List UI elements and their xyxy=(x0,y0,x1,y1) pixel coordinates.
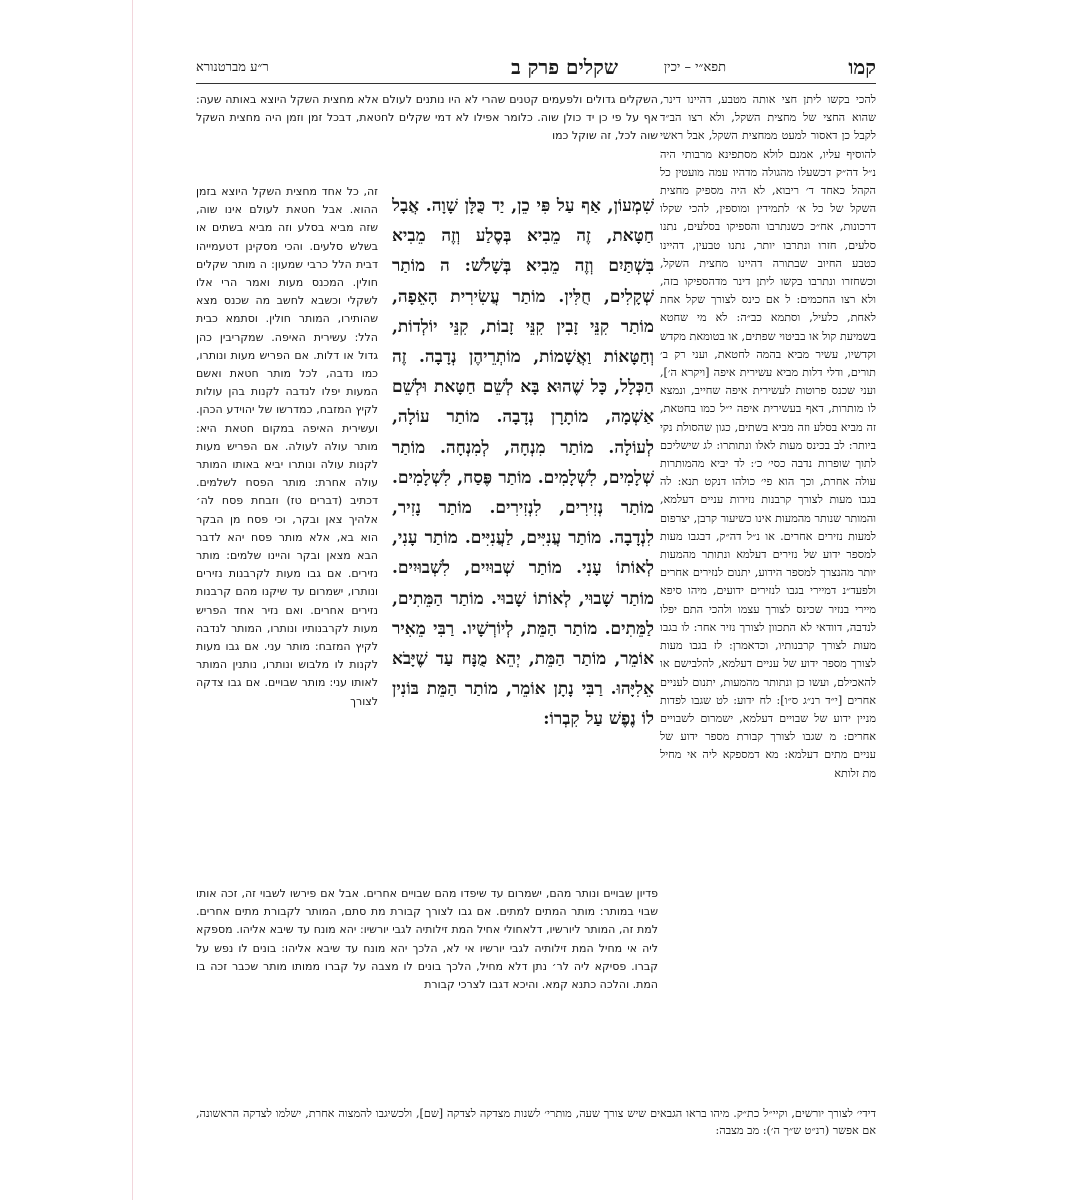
footnote-text: דידי׳ לצורך יורשים, וקיי״ל כת״ק. מיהו בראו הגבאים שיש צורך שעה, מותרי׳ לשנות מצדקה לצדקה [שם], ולכשיגבו להמצוה אחרת, ישלמו לצדקה הראשונה, אם אפשר (רנ״ט ש״ך ה׳): מב מצבה: xyxy=(196,1107,876,1137)
talmud-page xyxy=(196,55,876,1135)
mishnah-text-block xyxy=(392,191,654,885)
page-header xyxy=(196,55,876,83)
page-number: קמו xyxy=(848,55,876,79)
mishnah-text: שִׁמְעוֹן, אַף עַל פִּי כֵן, יַד כֻּלָּן שָׁוָה. אֲבָל חַטָּאת, זֶה מֵבִיא בְּסֶלַע וְזֶה מֵבִיא בִּשְׁתַּיִם וְזֶה מֵבִיא בְּשָׁלֹשׁ: ה מוֹתַר שְׁקָלִים, חֻלִּין. מוֹתַר עֲשִׂירִית הָאֵפָה, מוֹתַר קִנֵּי זָבִין קִנֵּי זָבוֹת, קִנֵּי יוֹלְדוֹת, וְחַטָּאוֹת וַאֲשָׁמוֹת, מוֹתְרֵיהֶן נְדָבָה. זֶה הַכְּלָל, כָּל שֶׁהוּא בָּא לְשֵׁם חַטָּאת וּלְשֵׁם אַשְׁמָה, מוֹתָרָן נְדָבָה. מוֹתַר עוֹלָה, לְעוֹלָה. מוֹתַר מִנְחָה, לְמִנְחָה. מוֹתַר שְׁלָמִים, לִשְׁלָמִים. מוֹתַר פֶּסַח, לִשְׁלָמִים. מוֹתַר נְזִירִים, לִנְזִירִים. מוֹתַר נָזִיר, לִנְדָבָה. מוֹתַר עֲנִיִּים, לַעֲנִיִּים. מוֹתַר עָנִי, לְאוֹתוֹ עָנִי. מוֹתַר שְׁבוּיִים, לִשְׁבוּיִים. מוֹתַר שָׁבוּי, לְאוֹתוֹ שָׁבוּי. מוֹתַר הַמֵּתִים, לַמֵּתִים. מוֹתַר הַמֵּת, לְיוֹרְשָׁיו. רַבִּי מֵאִיר אוֹמֵר, מוֹתַר הַמֵּת, יְהֵא מֻנָּח עַד שֶׁיָּבֹא אֵלִיָּהוּ. רַבִּי נָתָן אוֹמֵר, מוֹתַר הַמֵּת בּוֹנִין לוֹ נֶפֶשׁ עַל קִבְרוֹ: xyxy=(392,196,654,730)
tractate-title: שקלים פרק ב xyxy=(511,55,618,79)
bartenura-bottom-text: פדיון שבויים ונותר מהם, ישמרום עד שיפדו מהם שבויים אחרים. אבל אם פירשו לשבוי זה, זכה אותו שבוי במותר: מותר המתים למתים. אם גבו לצורך קבורת מת סתם, המותר לקבורת מתים אחרים. למת זה, המותר ליורשיו, דלאחולי אחיל המת זילותיה לגבי יורשיו: יהא מונח עד שיבא אליהו. מספקא ליה אי מחיל המת זילותיה לגבי יורשיו אי לא, הלכך יהא מונח עד שיבא אליהו: בונים לו נפש על קברו. פסיקא ליה לר׳ נתן דלא מחיל, הלכך בונים לו מצבה על קברו ממותו מותר שכבר זכה בו המת. והלכה כתנא קמא. והיכא דגבו לצרכי קבורת xyxy=(196,887,658,992)
commentary-label: ר״ע מברטנורא xyxy=(196,60,269,75)
bartenura-bottom-block xyxy=(196,885,658,1101)
bartenura-top-text: השקלים גדולים ולפעמים קטנים שהרי לא היו נותנים לעולם אלא מחצית השקל היוצא באותה שעה: אף על פי כן יד כולן שוה. כלומר אפילו לא דמי שקלים לחטאת, דבכל זמן וזמן היה מחצית השקל שוה לכל, זה שוקל כמו xyxy=(196,93,658,143)
yachin-text: להכי בקשו ליתן חצי אותה מטבע, דהיינו דינר, שהוא החצי של מחצית השקל, ולא רצו הב״ד לקבל כן דאסור למעט ממחצית השקל, אבל ראשי להוסיף עליו, אמנם לולא מסתפינא מרבותי היה נ״ל דה״ק דכשעלו מהגולה מדהיו עמה מועטין כל הקהל כאחד ד׳ ריבוא, לא היה מספיק מחצית השקל של כל א׳ לתמידין ומוספין, להכי שקלו דרכונות, אח״כ כשנתרבו והספיקו בסלעים, נתנו סלעים, חזרו ונתרבו יותר, נתנו טבעין, דהיינו כטבע החיוב שבתורה דהיינו מחצית השקל, וכשחזרו ונתרבו בקשו ליתן דינר מדהספיקו בזה, ולא רצו החכמים: ל אם כינס לצורך שקל אחת לאחת, כלעיל, וסתמא כב״ה: לא מי שחטא בשמיעת קול או בביטוי שפתים, או בטומאת מקדש וקדשיו, עשיר מביא בהמה לחטאת, ועני רק ב׳ תורים, ודלי דלות מביא עשירית איפה [ויקרא ה׳], ועני שכנס פרוטות לעשירית איפה שחייב, ונמצא לו מותרות, דאף בעשירית איפה י״ל כמו בחטאת, זה מביא בסלע וזה מביא בשתים, כגון שהסולת נקי ביותר: לב בכינס מעות לאלו ונתותרו: לג שישליכם לתוך שופרות נדבה כסי׳ כ׳: לד יביא מהמותרות עולה אחרת, וכך הוא פי׳ כולהו דנקט תנא: לה בגבו מעות לצורך קרבנות נזירות עניים דעלמא, והמותר שנותר מהמעות אינו כשיעור קרבן, יצרפום למעות נזירים אחרים. או נ״ל דה״ק, דבגבו מעות למספר ידוע של נזירים דעלמא ונתותר מהמעות יותר מהנצרך למספר הידוע, יתנום לנזירים אחרים ולפעד״נ דמיירי בגבו לנזירים ידועים, מיהו סיפא מיירי בנזיר שכינס לצורך עצמו ולהכי התם יפלו לנדבה, דוודאי לא התכוון לצורך נזיר אחר: לו בגבו מעות לצורך קרבנותיו, וכדאמרן: לז בגבו מעות לצורך מספר ידוע של עניים דעלמא, להלבישם או להאכילם, ועשו כן ונתותר מהמעות, יתנום לעניים אחרים [י״ד רנ״ג ס״ו]: לח ידוע: לט שגבו לפדות מניין ידוע של שבויים דעלמא, ישמרום לשבויים אחרים: מ שגבו לצורך קבורת מספר ידוע של עניים מתים דעלמא: מא דמספקא ליה אי מחיל מת זלותא xyxy=(660,93,876,780)
bartenura-top-block xyxy=(196,91,658,183)
header-rule xyxy=(196,83,876,84)
footnote-block xyxy=(196,1105,876,1139)
bartenura-left-text: זה, כל אחד מחצית השקל היוצא בזמן ההוא. אבל חטאת לעולם אינו שוה, שזה מביא בסלע וזה מביא בשתים או בשלש סלעים. והכי מסקינן דטעמייהו דבית הלל כרבי שמעון: ה מותר שקלים חולין. המכנס מעות ואמר הרי אלו לשקלי וכשבא לחשב מה שכנס מצא שהותירו, המותר חולין. וסתמא כבית הלל: עשירית האיפה. שמקריבין כהן גדול או דלות. אם הפריש מעות ונותרו, כמו נדבה, לכל מותר חטאת ואשם המעות יפלו לנדבה לקנות בהן עולות לקיץ המזבח, כמדרשו של יהוידע הכהן. ועשירית האיפה במקום חטאת היא: מותר עולה לעולה. אם הפריש מעות לקנות עולה ונותרו יביא באותו המותר עולה אחרת: מותר הפסח לשלמים. דכתיב (דברים טז) וזבחת פסח לה׳ אלהיך צאן ובקר, וכי פסח מן הבקר הוא בא, אלא מותר פסח יהא לדבר הבא מצאן ובקר והיינו שלמים: מותר נזירים. אם גבו מעות לקרבנות נזירים ונותרו, ישמרום עד שיקנו מהם קרבנות נזירים אחרים. ואם נזיר אחד הפריש מעות לקרבנותיו ונותרו, המותר לנדבה לקיץ המזבח: מותר עני. אם גבו מעות לקנות לו מלבוש ונותרו, נותנין המותר לאותו עני: מותר שבויים. אם גבו צדקה לצורך xyxy=(196,185,378,708)
bartenura-side-block xyxy=(196,183,378,885)
page-margin-line xyxy=(132,0,133,1200)
yachin-commentary xyxy=(660,91,876,1101)
commentary-range-label: תפא״י – יכין xyxy=(663,60,726,75)
